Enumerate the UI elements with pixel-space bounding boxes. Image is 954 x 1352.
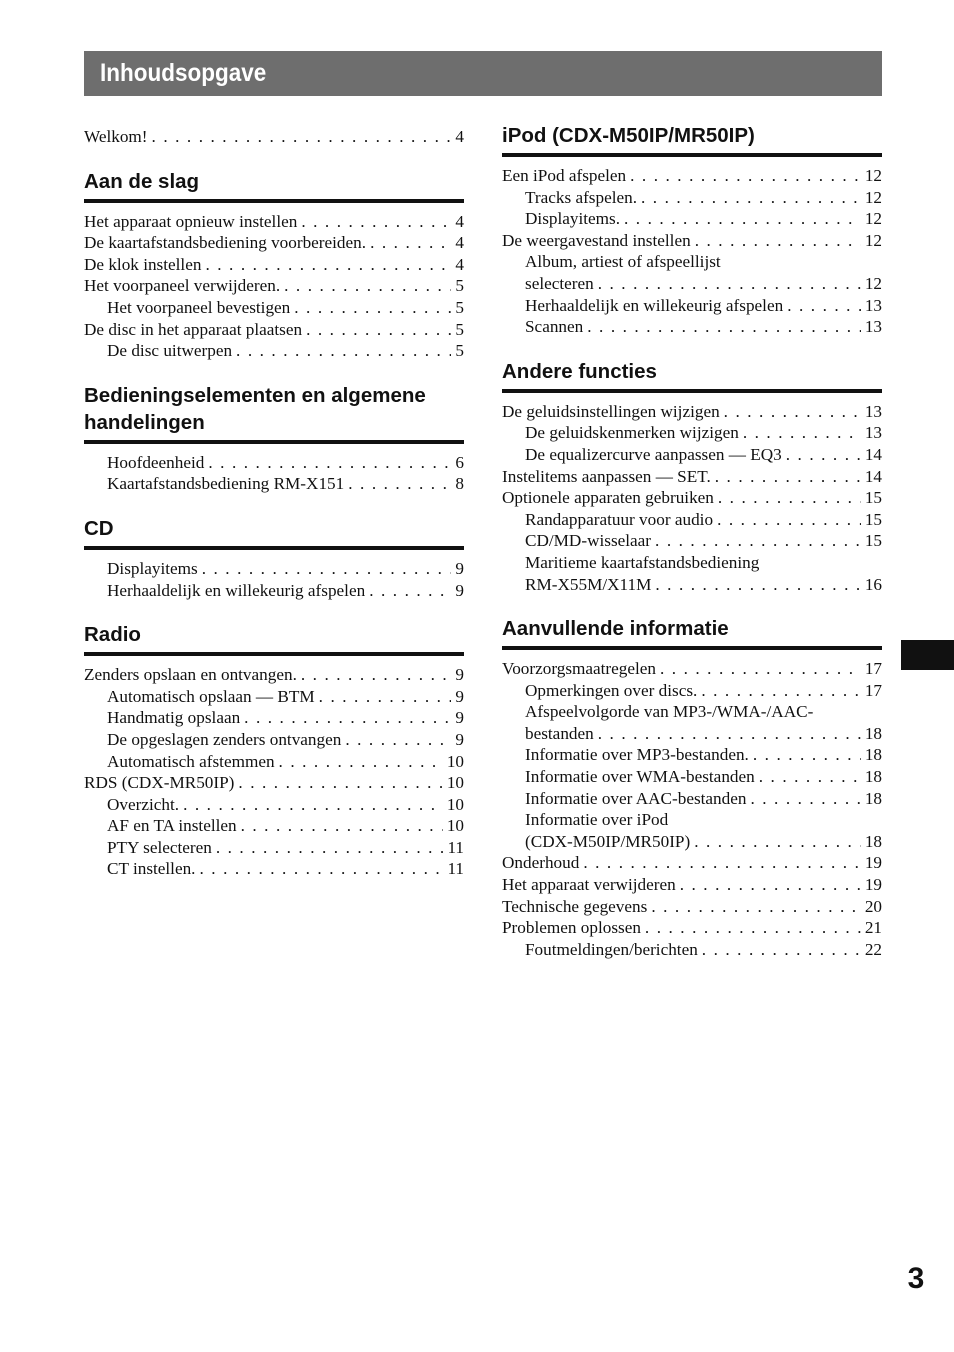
toc-entry-page: 12: [864, 273, 882, 293]
dot-leader: [598, 723, 861, 745]
dot-leader: [717, 509, 861, 531]
toc-entry-title: Displayitems.: [525, 209, 621, 229]
page-title: Inhoudsopgave: [100, 59, 267, 87]
toc-entry[interactable]: [84, 126, 464, 148]
toc-entry[interactable]: [84, 254, 464, 276]
toc-entry-title: Tracks afspelen.: [525, 187, 638, 207]
dot-leader: [238, 772, 442, 794]
toc-entry-title: Informatie over iPod: [525, 810, 669, 830]
toc-entry[interactable]: [84, 858, 464, 880]
dot-leader: [680, 874, 861, 896]
toc-entry[interactable]: [502, 401, 882, 423]
toc-entry[interactable]: [502, 295, 882, 317]
dot-leader: [701, 680, 861, 702]
toc-entry-page: 19: [864, 853, 882, 873]
toc-entry-page: 13: [864, 295, 882, 315]
toc-entry[interactable]: [502, 939, 882, 961]
toc-entry-title: De klok instellen: [84, 254, 202, 274]
toc-entry-title: Technische gegevens: [502, 896, 648, 916]
toc-entry-page: 10: [446, 773, 464, 793]
toc-entry-page: 10: [446, 816, 464, 836]
dot-leader: [660, 658, 861, 680]
toc-section-ipod-cdx-m50ip-mr50ip: [502, 122, 882, 338]
toc-entry-page: 19: [864, 875, 882, 895]
toc-entry[interactable]: [502, 466, 882, 488]
toc-entry-title: Opmerkingen over discs.: [525, 680, 698, 700]
toc-entry[interactable]: [84, 297, 464, 319]
toc-entry[interactable]: [502, 701, 882, 723]
toc-entry-title: Optionele apparaten gebruiken: [502, 488, 714, 508]
dot-leader: [216, 837, 444, 859]
toc-entry-page: 12: [864, 230, 882, 250]
toc-entry-page: 15: [864, 509, 882, 529]
toc-entry[interactable]: [84, 729, 464, 751]
dot-leader: [750, 788, 860, 810]
dot-leader: [694, 831, 861, 853]
dot-leader: [583, 852, 860, 874]
toc-right-column: [502, 122, 882, 980]
toc-entry[interactable]: [84, 452, 464, 474]
dot-leader: [630, 165, 861, 187]
toc-entry[interactable]: [84, 558, 464, 580]
toc-entry-title: Zenders opslaan en ontvangen.: [84, 665, 297, 685]
toc-entry[interactable]: [502, 487, 882, 509]
toc-entry-page: 15: [864, 531, 882, 551]
toc-entry-title: Automatisch afstemmen: [107, 751, 275, 771]
toc-entry-page: 12: [864, 166, 882, 185]
dot-leader: [753, 744, 861, 766]
toc-entry-page: 22: [864, 939, 882, 959]
toc-entry[interactable]: [502, 788, 882, 810]
dot-leader: [718, 487, 861, 509]
toc-entry[interactable]: [502, 208, 882, 230]
toc-entry[interactable]: [502, 230, 882, 252]
dot-leader: [306, 319, 451, 341]
toc-entry-page: 9: [455, 708, 464, 728]
toc-entry-page: 5: [455, 341, 464, 361]
toc-entry[interactable]: [84, 664, 464, 686]
dot-leader: [244, 707, 451, 729]
dot-leader: [301, 211, 451, 233]
toc-entry-title: Handmatig opslaan: [107, 708, 241, 728]
toc-entry[interactable]: [502, 187, 882, 209]
toc-entry-page: 18: [864, 831, 882, 851]
toc-entry[interactable]: [84, 319, 464, 341]
dot-leader: [715, 466, 861, 488]
toc-entry[interactable]: [502, 422, 882, 444]
toc-entry-title: (CDX-M50IP/MR50IP): [525, 831, 691, 851]
toc-entry-title: PTY selecteren: [107, 837, 212, 857]
toc-entry-page: 9: [455, 686, 464, 706]
toc-entry[interactable]: [502, 316, 882, 338]
toc-entry-page: 13: [864, 401, 882, 421]
dot-leader: [294, 297, 451, 319]
toc-entry-title: Scannen: [525, 317, 584, 337]
toc-entry-page: 10: [446, 751, 464, 771]
toc-entry[interactable]: [84, 837, 464, 859]
toc-entry-page: 13: [864, 423, 882, 443]
toc-entry-title: Informatie over AAC-bestanden: [525, 788, 747, 808]
dot-leader: [641, 187, 861, 209]
toc-entry-page: 16: [864, 574, 882, 594]
dot-leader: [743, 422, 861, 444]
toc-entry-title: Een iPod afspelen: [502, 166, 627, 185]
toc-entry-page: 21: [864, 918, 882, 938]
toc-entry[interactable]: [84, 232, 464, 254]
toc-entry[interactable]: [502, 874, 882, 896]
toc-entry-page: 9: [455, 558, 464, 578]
section-heading: iPod (CDX-M50IP/MR50IP): [502, 122, 882, 157]
section-heading: Andere functies: [502, 358, 882, 393]
toc-entry-title: Het apparaat verwijderen: [502, 875, 676, 895]
toc-entry[interactable]: [502, 530, 882, 552]
dot-leader: [655, 530, 861, 552]
toc-section-andere-functies: [502, 358, 882, 595]
toc-entry-page: 5: [455, 319, 464, 339]
toc-entry[interactable]: [84, 211, 464, 233]
dot-leader: [695, 230, 861, 252]
toc-entry-title: RDS (CDX-MR50IP): [84, 773, 235, 793]
toc-entry[interactable]: [502, 809, 882, 831]
toc-entry[interactable]: [84, 275, 464, 297]
toc-entry-page: 18: [864, 788, 882, 808]
dot-leader: [202, 558, 452, 580]
toc-entry-page: 4: [455, 211, 464, 231]
toc-entry-title: Informatie over WMA-bestanden: [525, 767, 755, 787]
toc-entry-title: CT instellen.: [107, 859, 196, 879]
toc-entry-page: 5: [455, 276, 464, 296]
toc-entry-page: 15: [864, 488, 882, 508]
toc-section-bedieningselementen-en-algemene-handelingen: [84, 382, 464, 495]
toc-entry[interactable]: [502, 444, 882, 466]
toc-entry[interactable]: [84, 815, 464, 837]
toc-entry-page: 9: [455, 729, 464, 749]
toc-entry-title: Het voorpaneel verwijderen.: [84, 276, 281, 296]
toc-entry[interactable]: [502, 744, 882, 766]
toc-entry-title: Onderhoud: [502, 853, 580, 873]
toc-entry-title: Het apparaat opnieuw instellen: [84, 211, 298, 231]
toc-entry[interactable]: [84, 340, 464, 362]
toc-entry-title: Automatisch opslaan — BTM: [107, 686, 315, 706]
toc-entry-title: Instelitems aanpassen — SET.: [502, 466, 711, 486]
dot-leader: [319, 686, 452, 708]
toc-entry-title: Welkom!: [84, 127, 148, 146]
toc-section-radio: [84, 621, 464, 880]
toc-entry-title: Kaartafstandsbediening RM-X151: [107, 474, 345, 494]
toc-entry[interactable]: [84, 686, 464, 708]
toc-entry-title: Herhaaldelijk en willekeurig afspelen: [107, 580, 366, 600]
toc-entry-title: De geluidskenmerken wijzigen: [525, 423, 739, 443]
toc-entry-title: Maritieme kaartafstandsbediening: [525, 552, 760, 572]
dot-leader: [345, 729, 451, 751]
toc-entry-title: De weergavestand instellen: [502, 230, 691, 250]
toc-entry[interactable]: [502, 574, 882, 596]
dot-leader: [236, 340, 451, 362]
toc-entry[interactable]: [502, 273, 882, 295]
dot-leader: [702, 939, 861, 961]
dot-leader: [651, 896, 861, 918]
toc-section-cd: [84, 515, 464, 601]
section-heading: Radio: [84, 621, 464, 656]
dot-leader: [152, 126, 452, 148]
section-heading: CD: [84, 515, 464, 550]
toc-entry[interactable]: [502, 680, 882, 702]
toc-entry-page: 4: [455, 127, 464, 146]
dot-leader: [208, 452, 451, 474]
toc-entry-title: Displayitems: [107, 558, 198, 578]
toc-entry-title: Overzicht.: [107, 794, 180, 814]
toc-entry-page: 6: [455, 452, 464, 472]
toc-entry-page: 17: [864, 680, 882, 700]
toc-entry[interactable]: [502, 766, 882, 788]
section-heading: Bedieningselementen en algemene handelingen: [84, 382, 464, 444]
toc-entry-page: 14: [864, 466, 882, 486]
toc-left-column: [84, 122, 464, 900]
toc-entry-page: 4: [455, 254, 464, 274]
toc-entry-title: De geluidsinstellingen wijzigen: [502, 401, 720, 421]
section-tab-marker: [901, 640, 954, 670]
toc-entry[interactable]: [502, 165, 882, 187]
toc-entry-title: De equalizercurve aanpassen — EQ3: [525, 444, 782, 464]
dot-leader: [724, 401, 861, 423]
toc-entry-page: 12: [864, 209, 882, 229]
header-banner: [84, 51, 882, 96]
toc-section-aan-de-slag: [84, 168, 464, 362]
dot-leader: [587, 316, 861, 338]
section-heading: Aan de slag: [84, 168, 464, 203]
toc-entry[interactable]: [502, 509, 882, 531]
toc-entry-page: 9: [455, 580, 464, 600]
toc-entry-page: 8: [455, 474, 464, 494]
section-heading: Aanvullende informatie: [502, 615, 882, 650]
toc-entry-title: Informatie over MP3-bestanden.: [525, 745, 749, 765]
toc-entry-page: 11: [447, 859, 464, 879]
dot-leader: [369, 580, 451, 602]
toc-entry-page: 17: [864, 659, 882, 679]
toc-entry[interactable]: [502, 723, 882, 745]
toc-entry-title: Voorzorgsmaatregelen: [502, 659, 656, 679]
toc-entry[interactable]: [502, 831, 882, 853]
dot-leader: [645, 917, 861, 939]
toc-entry-page: 18: [864, 767, 882, 787]
toc-entry-page: 18: [864, 745, 882, 765]
dot-leader: [205, 254, 451, 276]
toc-entry[interactable]: [84, 751, 464, 773]
toc-entry-title: Afspeelvolgorde van MP3-/WMA-/AAC-: [525, 702, 814, 722]
toc-entry-title: Hoofdeenheid: [107, 452, 205, 472]
toc-entry-page: 20: [864, 896, 882, 916]
toc-section-intro: [84, 126, 464, 148]
toc-entry-page: 4: [455, 233, 464, 253]
toc-entry-title: De opgeslagen zenders ontvangen: [107, 729, 342, 749]
toc-entry-page: 9: [455, 665, 464, 685]
toc-entry[interactable]: [502, 917, 882, 939]
toc-entry-title: Problemen oplossen: [502, 918, 641, 938]
toc-entry-title: CD/MD-wisselaar: [525, 531, 652, 551]
dot-leader: [241, 815, 443, 837]
toc-entry-title: De disc uitwerpen: [107, 341, 233, 361]
toc-entry-page: 12: [864, 187, 882, 207]
toc-entry[interactable]: [502, 251, 882, 273]
toc-entry[interactable]: [502, 852, 882, 874]
toc-entry-title: Randapparatuur voor audio: [525, 509, 714, 529]
toc-entry-title: De kaartafstandsbediening voorbereiden.: [84, 233, 367, 253]
toc-entry-title: RM-X55M/X11M: [525, 574, 652, 594]
dot-leader: [284, 275, 451, 297]
toc-entry[interactable]: [84, 772, 464, 794]
toc-entry-page: 14: [864, 444, 882, 464]
toc-entry-page: 13: [864, 317, 882, 337]
toc-entry-title: selecteren: [525, 273, 594, 293]
dot-leader: [624, 208, 861, 230]
toc-entry-title: bestanden: [525, 723, 594, 743]
toc-entry-page: 10: [446, 794, 464, 814]
toc-entry-title: Herhaaldelijk en willekeurig afspelen: [525, 295, 784, 315]
dot-leader: [655, 574, 860, 596]
dot-leader: [348, 473, 451, 495]
toc-entry-title: Het voorpaneel bevestigen: [107, 297, 291, 317]
toc-entry[interactable]: [502, 658, 882, 680]
dot-leader: [787, 295, 861, 317]
page-number: 3: [907, 1262, 925, 1295]
toc-entry[interactable]: [502, 896, 882, 918]
dot-leader: [370, 232, 451, 254]
dot-leader: [199, 858, 443, 880]
toc-entry[interactable]: [84, 794, 464, 816]
toc-entry[interactable]: [84, 707, 464, 729]
dot-leader: [598, 273, 861, 295]
toc-entry-title: Foutmeldingen/berichten: [525, 939, 698, 959]
dot-leader: [786, 444, 861, 466]
toc-entry[interactable]: [502, 552, 882, 574]
dot-leader: [183, 794, 443, 816]
toc-entry-page: 5: [455, 297, 464, 317]
toc-entry[interactable]: [84, 580, 464, 602]
dot-leader: [301, 664, 452, 686]
toc-entry-page: 11: [447, 837, 464, 857]
dot-leader: [279, 751, 443, 773]
toc-entry-title: De disc in het apparaat plaatsen: [84, 319, 303, 339]
toc-entry[interactable]: [84, 473, 464, 495]
dot-leader: [759, 766, 861, 788]
toc-section-aanvullende-informatie: [502, 615, 882, 960]
toc-entry-page: 18: [864, 723, 882, 743]
toc-entry-title: AF en TA instellen: [107, 816, 237, 836]
toc-entry-title: Album, artiest of afspeellijst: [525, 252, 721, 272]
